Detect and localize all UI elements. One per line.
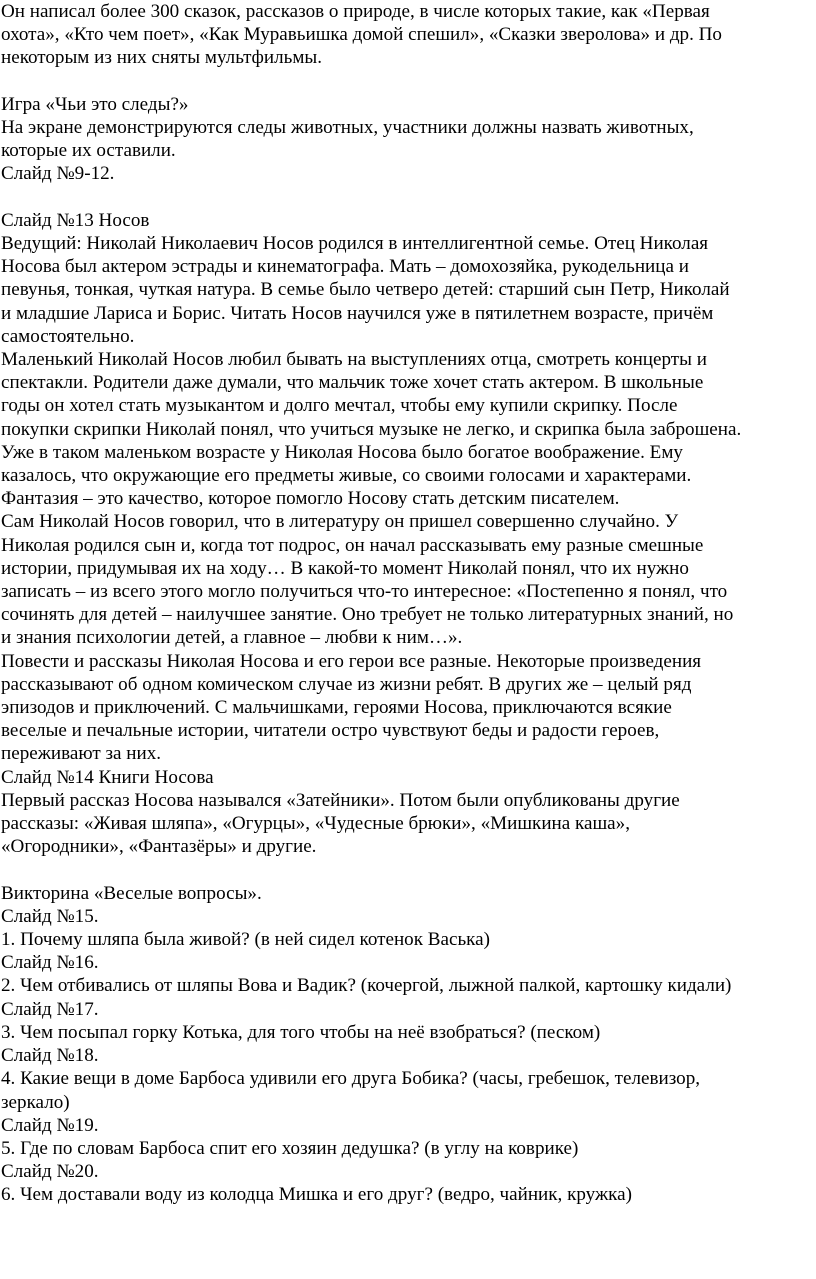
blank-line <box>1 858 814 881</box>
text-line: Носова был актером эстрады и кинематографа. Мать – домохозяйка, рукодельница и <box>1 256 689 278</box>
text-line: Слайд №14 Книги Носова <box>1 766 214 788</box>
text-line: Слайд №17. <box>1 998 99 1020</box>
text-line: годы он хотел стать музыкантом и долго мечтал, чтобы ему купили скрипку. После <box>1 395 678 417</box>
text-line: веселые и печальные истории, читатели остро чувствуют беды и радости героев, <box>1 720 660 742</box>
text-line: Слайд №15. <box>1 905 99 927</box>
text-line: охота», «Кто чем поет», «Как Муравьишка домой спешил», «Сказки зверолова» и др. По <box>1 24 722 46</box>
text-line: Слайд №19. <box>1 1114 99 1136</box>
text-line: Викторина «Веселые вопросы». <box>1 882 262 904</box>
text-line: Николая родился сын и, когда тот подрос, он начал рассказывать ему разные смешные <box>1 534 704 556</box>
text-line: Первый рассказ Носова назывался «Затейники». Потом были опубликованы другие <box>1 789 680 811</box>
text-line: На экране демонстрируются следы животных, участники должны назвать животных, <box>1 117 694 138</box>
text-line: Слайд №18. <box>1 1045 99 1067</box>
text-line: Ведущий: Николай Николаевич Носов родился в интеллигентной семье. Отец Николая <box>1 233 709 254</box>
text-line: 6. Чем доставали воду из колодца Мишка и его друг? (ведро, чайник, кружка) <box>1 1184 632 1206</box>
text-line: и младшие Лариса и Борис. Читать Носов научился уже в пятилетнем возрасте, причём <box>1 302 714 324</box>
text-line: Фантазия – это качество, которое помогло Носову стать детским писателем. <box>1 488 620 510</box>
text-line: сочинять для детей – наилучшее занятие. Оно требует не только литературных знаний, но <box>1 604 734 626</box>
text-line: переживают за них. <box>1 743 162 765</box>
text-line: 1. Почему шляпа была живой? (в ней сидел котенок Васька) <box>1 929 490 951</box>
text-line: Слайд №20. <box>1 1161 99 1183</box>
text-line: Игра «Чьи это следы?» <box>1 93 189 115</box>
text-line: и знания психологии детей, а главное – любви к ним…». <box>1 627 463 649</box>
text-line: записать – из всего этого могло получиться что-то интересное: «Постепенно я понял, что <box>1 581 728 603</box>
text-line: казалось, что окружающие его предметы живые, со своими голосами и характерами. <box>1 465 692 487</box>
text-line: Повести и рассказы Николая Носова и его герои все разные. Некоторые произведения <box>1 650 702 672</box>
text-line: эпизодов и приключений. С мальчишками, героями Носова, приключаются всякие <box>1 697 672 719</box>
text-line: певунья, тонкая, чуткая натура. В семье было четверо детей: старший сын Петр, Николай <box>1 279 730 301</box>
blank-line <box>1 186 814 209</box>
text-line: Он написал более 300 сказок, рассказов о природе, в числе которых такие, как «Первая <box>1 1 710 22</box>
text-line: 3. Чем посыпал горку Котька, для того чтобы на неё взобраться? (песком) <box>1 1021 601 1043</box>
text-line: покупки скрипки Николай понял, что учиться музыке не легко, и скрипка была заброшена. <box>1 418 742 440</box>
text-line: самостоятельно. <box>1 325 135 347</box>
text-line: 5. Где по словам Барбоса спит его хозяин дедушка? (в углу на коврике) <box>1 1137 579 1159</box>
blank-line <box>1 70 814 93</box>
text-line: спектакли. Родители даже думали, что мальчик тоже хочет стать актером. В школьные <box>1 372 704 394</box>
text-line: 4. Какие вещи в доме Барбоса удивили его друга Бобика? (часы, гребешок, телевизор, <box>1 1068 701 1090</box>
text-line: рассказы: «Живая шляпа», «Огурцы», «Чудесные брюки», «Мишкина каша», <box>1 813 630 835</box>
text-line: Уже в таком маленьком возрасте у Николая Носова было богатое воображение. Ему <box>1 441 683 463</box>
text-line: которые их оставили. <box>1 140 176 162</box>
text-line: Маленький Николай Носов любил бывать на выступлениях отца, смотреть концерты и <box>1 349 707 371</box>
text-line: Слайд №13 Носов <box>1 209 150 231</box>
text-line: Сам Николай Носов говорил, что в литературу он пришел совершенно случайно. У <box>1 511 679 533</box>
text-line: Слайд №9-12. <box>1 163 115 185</box>
text-line: некоторым из них сняты мультфильмы. <box>1 47 323 69</box>
text-line: зеркало) <box>1 1091 70 1113</box>
text-line: истории, придумывая их на ходу… В какой-то момент Николай понял, что их нужно <box>1 557 689 579</box>
text-line: 2. Чем отбивались от шляпы Вова и Вадик? (кочергой, лыжной палкой, картошку кидали) <box>1 975 732 997</box>
text-line: рассказывают об одном комическом случае из жизни ребят. В других же – целый ряд <box>1 673 692 695</box>
text-line: Слайд №16. <box>1 952 99 974</box>
text-line: «Огородники», «Фантазёры» и другие. <box>1 836 317 858</box>
